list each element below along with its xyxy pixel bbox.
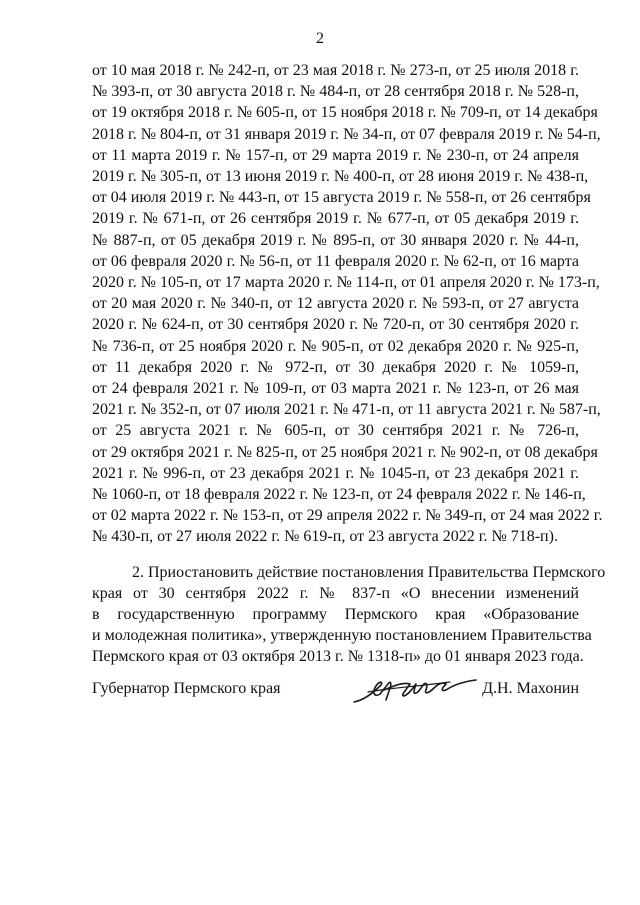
text-line: в государственную программу Пермского края «Образование — [92, 606, 579, 624]
text-line: от 20 мая 2020 г. № 340-п, от 12 августа 2020 г. № 593-п, от 27 августа — [92, 295, 579, 313]
text-line: № 1060-п, от 18 февраля 2022 г. № 123-п, от 24 февраля 2022 г. № 146-п, — [92, 486, 586, 504]
signature-block — [92, 680, 579, 720]
paragraph-2 — [92, 562, 606, 668]
text-line: 2019 г. № 671-п, от 26 сентября 2019 г. № 677-п, от 05 декабря 2019 г. — [92, 210, 579, 228]
text-line: 2018 г. № 804-п, от 31 января 2019 г. № 34-п, от 07 февраля 2019 г. № 54-п, — [92, 125, 601, 143]
text-line: и молодежная политика», утвержденную постановлением Правительства — [92, 627, 592, 645]
text-line: края от 30 сентября 2022 г. № 837-п «О внесении изменений — [92, 584, 579, 602]
signatory-name: Д.Н. Махонин — [482, 680, 579, 697]
text-line: № 393-п, от 30 августа 2018 г. № 484-п, от 28 сентября 2018 г. № 528-п, — [92, 83, 579, 101]
text-line: 2021 г. № 996-п, от 23 декабря 2021 г. № 1045-п, от 23 декабря 2021 г. — [92, 464, 579, 482]
text-line: от 11 декабря 2020 г. № 972-п, от 30 декабря 2020 г. № 1059-п, — [92, 358, 579, 376]
text-line: от 19 октября 2018 г. № 605-п, от 15 ноября 2018 г. № 709-п, от 14 декабря — [92, 104, 598, 122]
text-line: № 430-п, от 27 июля 2022 г. № 619-п, от 23 августа 2022 г. № 718-п). — [92, 528, 558, 546]
text-line: 2. Приостановить действие постановления Правительства Пермского — [132, 563, 606, 581]
handwritten-signature — [350, 672, 480, 708]
text-line: № 887-п, от 05 декабря 2019 г. № 895-п, от 30 января 2020 г. № 44-п, — [92, 231, 579, 249]
document-body — [92, 60, 606, 668]
text-line: от 10 мая 2018 г. № 242-п, от 23 мая 2018 г. № 273-п, от 25 июля 2018 г. — [92, 62, 579, 79]
text-line: от 11 марта 2019 г. № 157-п, от 29 марта 2019 г. № 230-п, от 24 апреля — [92, 146, 579, 164]
page-number: 2 — [316, 30, 324, 47]
text-line: Пермского края от 03 октября 2013 г. № 1318-п» до 01 января 2023 года. — [92, 648, 584, 666]
text-line: 2021 г. № 352-п, от 07 июля 2021 г. № 471-п, от 11 августа 2021 г. № 587-п, — [92, 401, 601, 419]
text-line: 2019 г. № 305-п, от 13 июня 2019 г. № 400-п, от 28 июня 2019 г. № 438-п, — [92, 168, 589, 186]
text-line: от 29 октября 2021 г. № 825-п, от 25 ноября 2021 г. № 902-п, от 08 декабря — [92, 443, 598, 461]
text-line: № 736-п, от 25 ноября 2020 г. № 905-п, от 02 декабря 2020 г. № 925-п, — [92, 337, 579, 355]
paragraph-1 — [92, 60, 603, 548]
text-line: от 02 марта 2022 г. № 153-п, от 29 апреля 2022 г. № 349-п, от 24 мая 2022 г. — [92, 507, 603, 525]
text-line: 2020 г. № 624-п, от 30 сентября 2020 г. № 720-п, от 30 сентября 2020 г. — [92, 316, 579, 334]
text-line: от 24 февраля 2021 г. № 109-п, от 03 марта 2021 г. № 123-п, от 26 мая — [92, 380, 579, 398]
text-line: от 04 июля 2019 г. № 443-п, от 15 августа 2019 г. № 558-п, от 26 сентября — [92, 189, 591, 207]
text-line: 2020 г. № 105-п, от 17 марта 2020 г. № 114-п, от 01 апреля 2020 г. № 173-п, — [92, 274, 600, 292]
signatory-position: Губернатор Пермского края — [92, 680, 281, 697]
text-line: от 06 февраля 2020 г. № 56-п, от 11 февраля 2020 г. № 62-п, от 16 марта — [92, 252, 579, 270]
text-line: от 25 августа 2021 г. № 605-п, от 30 сентября 2021 г. № 726-п, — [92, 422, 579, 440]
